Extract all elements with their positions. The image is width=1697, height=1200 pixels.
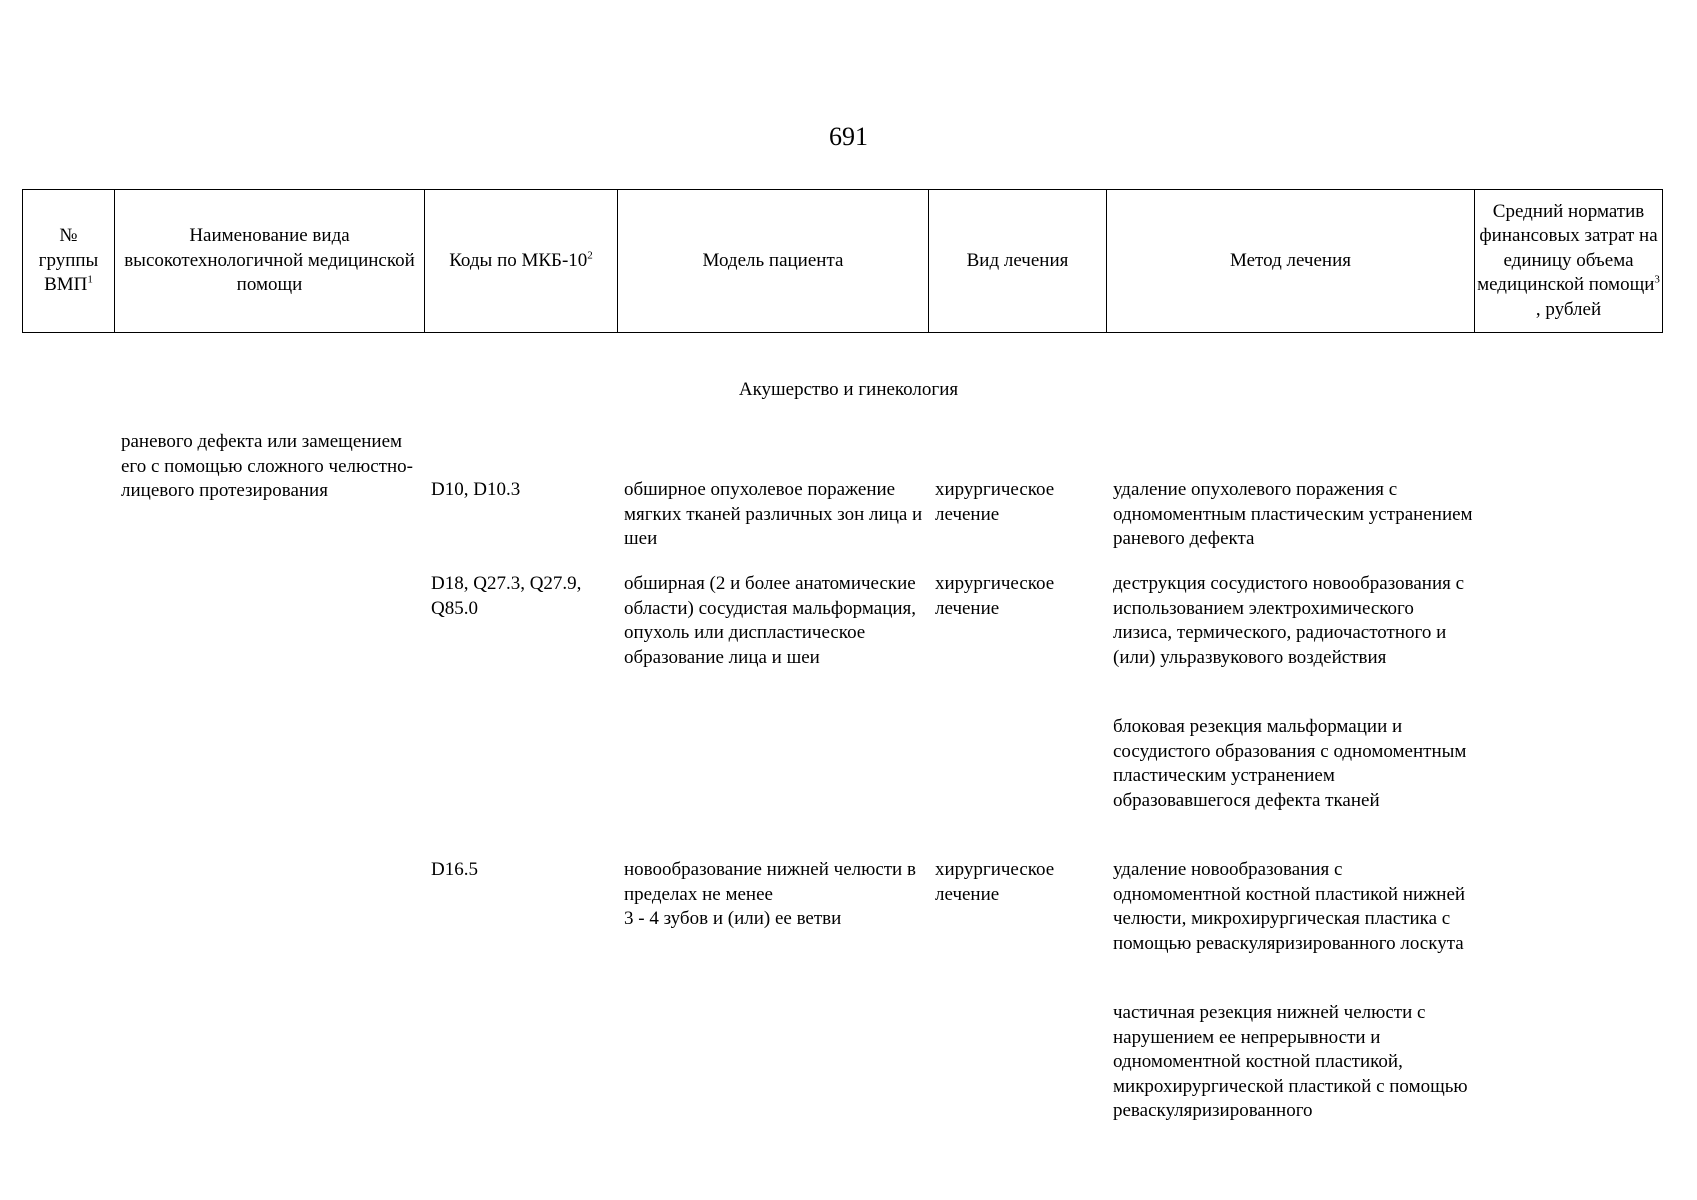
row-3-codes: D16.5 xyxy=(431,859,478,880)
row-3-model xyxy=(624,858,929,932)
header-group-number xyxy=(23,190,115,333)
header-service-name-text: Наименование вида высокотехнологичной медицинской помощи xyxy=(124,225,415,296)
footnote-2: 2 xyxy=(587,249,593,262)
row-3-type: хирургическое лечение xyxy=(935,859,1055,905)
page-number: 691 xyxy=(829,122,868,151)
row-2-type: хирургическое лечение xyxy=(935,573,1055,619)
header-icd-codes xyxy=(425,190,618,333)
row-3-method-1: удаление новообразования с одномоментной костной пластикой нижней челюсти, микрохирургическая пластика с помощью реваскуляризированного лоскута xyxy=(1113,859,1466,954)
header-patient-model xyxy=(618,190,929,333)
row-3-method-2: частичная резекция нижней челюсти с нарушением ее непрерывности и одномоментной костной пластикой, микрохирургической пластикой с помощью реваскуляризированного xyxy=(1113,1002,1468,1121)
header-group-number-line2: группы xyxy=(38,249,99,271)
header-average-cost xyxy=(1475,190,1663,333)
row-1-codes: D10, D10.3 xyxy=(431,479,521,500)
header-group-number-line1: № xyxy=(59,225,78,247)
row-1-model: обширное опухолевое поражение мягких тканей различных зон лица и шеи xyxy=(624,479,923,549)
header-average-cost-text: Средний норматив финансовых затрат на единицу объема медицинской помощи xyxy=(1477,200,1658,296)
header-service-name xyxy=(115,190,425,333)
header-group-number-line3: ВМП xyxy=(44,274,88,296)
service-name-continued: раневого дефекта или замещением его с помощью сложного челюстно-лицевого протезирования xyxy=(121,431,413,501)
section-title: Акушерство и гинекология xyxy=(738,379,959,400)
header-average-cost-unit: , рублей xyxy=(1535,298,1602,320)
footnote-1: 1 xyxy=(87,273,93,286)
row-2-method-2: блоковая резекция мальформации и сосудистого образования с одномоментным пластическим устранением образовавшегося дефекта тканей xyxy=(1113,716,1467,811)
row-2-method-1: деструкция сосудистого новообразования с использованием электрохимического лизиса, термического, радиочастотного и (или) ульразвукового воздействия xyxy=(1113,573,1465,668)
row-1-method-1: удаление опухолевого поражения с одномоментным пластическим устранением раневого дефекта xyxy=(1113,479,1473,549)
row-3-model-line-1: новообразование нижней челюсти в пределах не менее xyxy=(624,859,916,905)
header-treatment-method-text: Метод лечения xyxy=(1229,249,1351,271)
row-2-model: обширная (2 и более анатомические области) сосудистая мальформация, опухоль или диспластическое образование лица и шеи xyxy=(624,573,917,668)
row-1-type: хирургическое лечение xyxy=(935,479,1055,525)
table-header xyxy=(22,189,1663,333)
header-treatment-method xyxy=(1107,190,1475,333)
header-icd-codes-text: Коды по МКБ-10 xyxy=(449,249,588,271)
row-2-codes: D18, Q27.3, Q27.9, Q85.0 xyxy=(431,573,582,619)
header-treatment-type-text: Вид лечения xyxy=(966,249,1069,271)
header-patient-model-text: Модель пациента xyxy=(702,249,844,271)
footnote-3: 3 xyxy=(1654,273,1660,286)
row-3-model-line-2: 3 - 4 зубов и (или) ее ветви xyxy=(624,908,842,929)
header-treatment-type xyxy=(929,190,1107,333)
